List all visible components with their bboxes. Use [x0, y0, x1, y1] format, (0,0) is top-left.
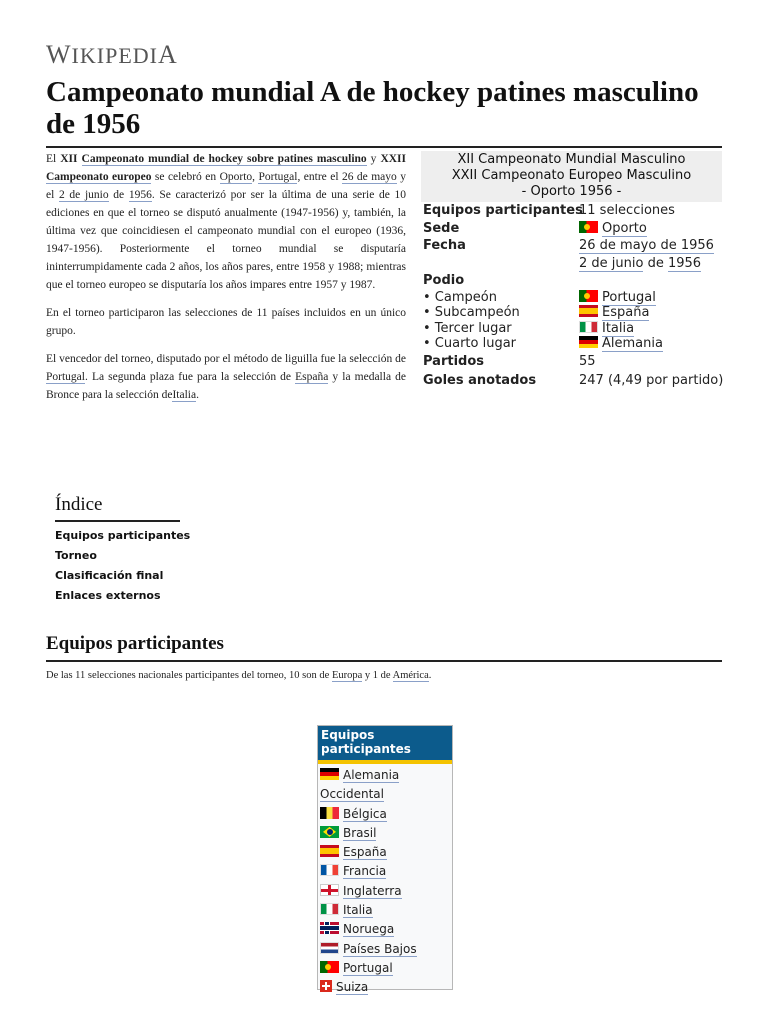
- list-item: [320, 940, 450, 959]
- germany-flag-icon: [579, 336, 598, 348]
- england-flag-icon: [320, 884, 339, 896]
- infobox-row-partidos: Partidos 55: [423, 354, 596, 369]
- list-item: [320, 824, 450, 843]
- link-fecha-anio[interactable]: 1956: [667, 255, 702, 271]
- toc-item-torneo[interactable]: Torneo: [55, 549, 97, 562]
- link-america[interactable]: América: [392, 670, 429, 681]
- infobox-row-cuarto: • Cuarto lugar Alemania: [423, 336, 663, 351]
- link-team-paises-bajos[interactable]: Países Bajos: [343, 941, 417, 956]
- norway-flag-icon: [320, 922, 339, 934]
- list-item: [320, 978, 450, 997]
- page-title: Campeonato mundial A de hockey patines masculino de 1956: [46, 76, 699, 140]
- brazil-flag-icon: [320, 826, 339, 838]
- link-2-de-junio[interactable]: 2 de junio: [58, 189, 109, 201]
- link-team-noruega[interactable]: Noruega: [343, 922, 395, 937]
- participants-box-header: Equipos participantes: [318, 726, 452, 764]
- infobox-row-tercer: • Tercer lugar Italia: [423, 320, 635, 336]
- link-italia[interactable]: Italia: [172, 389, 197, 401]
- infobox-row-equipos: Equipos participantes 11 selecciones: [423, 203, 675, 218]
- section-title: Equipos participantes: [46, 633, 224, 654]
- portugal-flag-icon: [579, 290, 598, 302]
- link-portugal[interactable]: Portugal: [258, 171, 298, 183]
- link-team-espana[interactable]: España: [343, 845, 387, 860]
- intro-paragraph-1: El XII Campeonato mundial de hockey sobre patines masculino y XXII Campeonato europeo se celebró en Oporto, Portugal, entre el 26 de mayo y el 2 de junio de 1956. Se caracterizó por ser la última de una serie de 10 ediciones en que el torneo se disputó anualmente (1947-1956) y, también, la última vez que coincidiesen el campeonato mundial con el europeo (1936, 1947-1956). Posteriormente el torneo mundial se disputaría ininterrumpidamente cada 2 años, los años pares, entre 1958 y 1988; mientras que el torneo europeo se disputaría los años impares entre 1957 y 1987.: [46, 153, 407, 291]
- list-item: [320, 959, 450, 978]
- toc-item-equipos[interactable]: Equipos participantes: [55, 529, 191, 542]
- list-item: [320, 901, 450, 920]
- france-flag-icon: [320, 864, 339, 876]
- toc-divider: [55, 520, 180, 522]
- wikipedia-logo[interactable]: WIKIPEDIA: [46, 40, 178, 69]
- section-divider: [46, 660, 722, 662]
- link-fecha-fin[interactable]: 2 de junio: [579, 255, 644, 271]
- link-espana[interactable]: España: [295, 371, 329, 383]
- table-of-contents: [55, 528, 190, 608]
- link-fecha-inicio[interactable]: 26 de mayo de 1956: [579, 238, 714, 253]
- intro-paragraph-2: En el torneo participaron las selecciones de 11 países incluidos en un único grupo.: [46, 307, 406, 337]
- list-item: [320, 862, 450, 881]
- link-subcampeon[interactable]: España: [602, 305, 650, 320]
- portugal-flag-icon: [579, 221, 598, 233]
- link-team-belgica[interactable]: Bélgica: [343, 806, 387, 821]
- link-team-suiza[interactable]: Suiza: [336, 980, 369, 995]
- infobox-heading: XII Campeonato Mundial Masculino XXII Campeonato Europeo Masculino - Oporto 1956 -: [421, 151, 722, 202]
- link-26-de-mayo[interactable]: 26 de mayo: [341, 171, 397, 183]
- belgium-flag-icon: [320, 807, 339, 819]
- switzerland-flag-icon: [320, 980, 332, 992]
- list-item: [320, 920, 450, 939]
- title-divider: [46, 146, 722, 148]
- toc-title: Índice: [55, 494, 103, 515]
- list-item: [320, 882, 450, 901]
- infobox-row-goles: Goles anotados 247 (4,49 por partido): [423, 373, 724, 388]
- participants-list: [318, 764, 452, 998]
- link-sede-oporto[interactable]: Oporto: [602, 220, 647, 236]
- link-1956[interactable]: 1956: [128, 189, 152, 201]
- link-portugal-2[interactable]: Portugal: [46, 371, 85, 383]
- link-team-alemania-occidental[interactable]: Occidental: [320, 787, 384, 802]
- germany-flag-icon: [320, 768, 339, 780]
- italy-flag-icon: [579, 321, 598, 333]
- intro-paragraph-3: El vencedor del torneo, disputado por el método de liguilla fue la selección de Portugal. La segunda plaza fue para la selección de España y la medalla de Bronce para la selección deItalia.: [46, 353, 406, 401]
- toc-item-enlaces[interactable]: Enlaces externos: [55, 589, 161, 602]
- link-team-brasil[interactable]: Brasil: [343, 825, 377, 840]
- infobox-row-sede: Sede Oporto: [423, 220, 647, 236]
- participants-box: [317, 725, 453, 995]
- link-campeonato-mundial[interactable]: Campeonato mundial de hockey sobre patines masculino: [81, 153, 367, 165]
- link-campeonato-europeo[interactable]: Campeonato europeo: [46, 171, 152, 183]
- infobox-row-campeon: • Campeón Portugal: [423, 289, 656, 305]
- link-team-italia[interactable]: Italia: [343, 903, 373, 918]
- netherlands-flag-icon: [320, 942, 339, 954]
- portugal-flag-icon: [320, 961, 339, 973]
- list-item: [320, 766, 450, 805]
- link-team-francia[interactable]: Francia: [343, 864, 387, 879]
- list-item: [320, 805, 450, 824]
- infobox: [421, 151, 722, 390]
- link-team-alemania[interactable]: Alemania: [343, 768, 400, 782]
- infobox-row-fecha-fin: 2 de junio de 1956: [579, 255, 702, 271]
- link-team-inglaterra[interactable]: Inglaterra: [343, 883, 402, 898]
- list-item: [320, 843, 450, 862]
- infobox-row-fecha: Fecha 26 de mayo de 1956: [423, 238, 714, 253]
- section-text: De las 11 selecciones nacionales participantes del torneo, 10 son de Europa y 1 de América.: [46, 670, 432, 681]
- intro-text: [46, 150, 406, 414]
- toc-item-clasificacion[interactable]: Clasificación final: [55, 569, 164, 582]
- spain-flag-icon: [579, 305, 598, 317]
- italy-flag-icon: [320, 903, 339, 915]
- link-tercer[interactable]: Italia: [602, 320, 635, 336]
- link-oporto[interactable]: Oporto: [219, 171, 253, 183]
- spain-flag-icon: [320, 845, 339, 857]
- link-team-portugal[interactable]: Portugal: [343, 960, 393, 975]
- link-europa[interactable]: Europa: [331, 670, 363, 681]
- link-campeon[interactable]: Portugal: [602, 289, 656, 305]
- infobox-row-subcampeon: • Subcampeón España: [423, 305, 650, 320]
- link-cuarto[interactable]: Alemania: [602, 336, 663, 351]
- infobox-row-podio: Podio: [423, 273, 465, 288]
